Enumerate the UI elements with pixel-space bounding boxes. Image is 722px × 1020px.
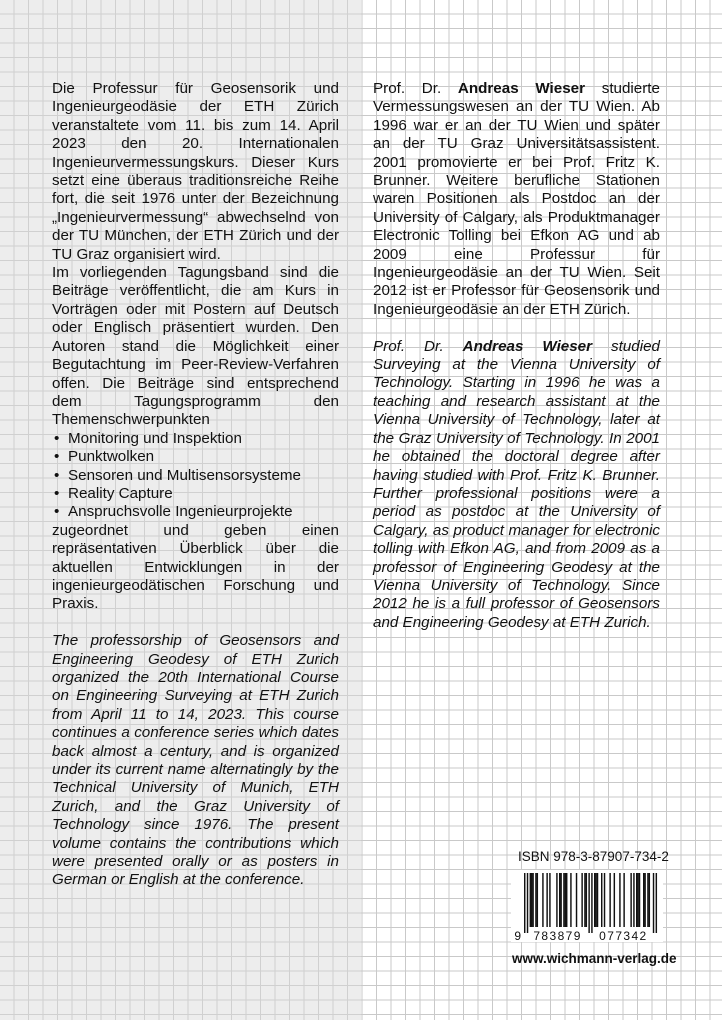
barcode-bar	[532, 873, 533, 927]
right-text-column	[373, 80, 660, 632]
barcode-bar	[644, 873, 645, 927]
barcode-left-digits: 783879	[533, 929, 582, 942]
barcode-bar	[609, 873, 610, 927]
barcode-bar	[604, 873, 605, 927]
barcode-bar	[581, 873, 582, 927]
barcode-bar	[530, 873, 531, 927]
isbn-label: ISBN 978-3-87907-734-2	[518, 849, 669, 864]
barcode-bar	[527, 873, 528, 933]
barcode-bar	[549, 873, 550, 927]
barcode-bar	[649, 873, 650, 927]
barcode-bar	[584, 873, 585, 927]
english-author-bio	[373, 338, 660, 633]
barcode-bar	[524, 873, 525, 933]
topic-item: • Sensoren und Multisensorsysteme	[52, 467, 339, 485]
barcode-bar	[639, 873, 640, 927]
english-intro-paragraph: The professorship of Geosensors and Engineering Geodesy of ETH Zurich organized the 20th International Course on Engineering Surveying at ETH Zurich from April 11 to 14, 2023. This course continues a conference series which dates back almost a century, and is organized under its current name alternatingly by the Technical University of Munich, ETH Zurich, and the Graz University of Technology since 1976. The present volume contains the contributions which were presented orally or as posters in German or English at the conference.	[52, 632, 339, 889]
german-closing-paragraph: zugeordnet und geben einen repräsentativen Überblick über die aktuellen Entwicklungen in der ingenieurgeodätischen Forschung und Praxis.	[52, 521, 339, 613]
german-intro-paragraph: Die Professur für Geosensorik und Ingenieurgeodäsie der ETH Zürich veranstaltete vom 11. bis zum 14. April 2023 den 20. Internationalen Ingenieurvermessungskurs. Dieser Kurs setzt eine überaus traditionsreiche Reihe fort, die seit 1976 unter der Bezeichnung „Ingenieurvermessung“ abwechselnd von der TU München, der ETH Zürich und der TU Graz organisiert wird.	[52, 80, 339, 263]
barcode-bar	[546, 873, 547, 927]
topic-item: • Reality Capture	[52, 485, 339, 503]
author-name: Andreas Wieser	[457, 80, 586, 97]
german-author-bio	[373, 80, 660, 319]
topic-item: • Anspruchsvolle Ingenieurprojekte	[52, 503, 339, 521]
author-name: Andreas Wieser	[462, 337, 593, 355]
barcode-bar	[563, 873, 564, 927]
barcode-bar	[542, 873, 543, 927]
bio-text: studierte Vermessungswesen an der TU Wien. Ab 1996 war er an der TU Wien und später an der TU Graz Universitätsassistent. 2001 promovierte er bei Prof. Fritz K. Brunner. Weitere berufliche Stationen waren Positionen als Postdoc an der University of Calgary, als Produktmanager Electronic Tolling bei Efkon AG und ab 2009 eine Professur für Ingenieurgeodäsie an der TU Wien. Seit 2012 ist er Professor für Geosensorik und Ingenieurgeodäsie an der ETH Zürich.	[373, 80, 660, 318]
topic-list	[52, 430, 339, 522]
barcode-right-digits: 077342	[599, 929, 648, 942]
barcode-bar	[637, 873, 638, 927]
barcode-bar	[594, 873, 595, 927]
isbn-barcode	[511, 870, 663, 942]
barcode-bar	[597, 873, 598, 927]
barcode-bar	[586, 873, 587, 927]
barcode-bar	[614, 873, 615, 927]
barcode-bar	[576, 873, 577, 927]
barcode-bar	[619, 873, 620, 927]
barcode-bar	[560, 873, 561, 927]
bio-title: Prof. Dr.	[373, 337, 444, 355]
barcode-bar	[559, 873, 560, 927]
bio-text: studied Surveying at the Vienna University of Technology. Starting in 1996 he was a teaching and research assistant at the Vienna University of Technology, later at the Graz University of Technology. In 2001 he obtained the doctoral degree after having studied with Prof. Fritz K. Brunner. Further professional positions were a period as postdoc at the University of Calgary, as product manager for electronic tolling with Efkon AG, and from 2009 as a professor of Engineering Geodesy at the Vienna University of Technology. Since 2012 he is a full professor of Geosensors and Engineering Geodesy at ETH Zurich.	[373, 337, 660, 631]
barcode-bar	[556, 873, 557, 927]
barcode-bar	[535, 873, 536, 927]
bio-title: Prof. Dr.	[373, 80, 442, 97]
barcode-bar	[643, 873, 644, 927]
barcode-bar	[656, 873, 657, 933]
barcode-icon	[511, 870, 663, 942]
barcode-bar	[633, 873, 634, 927]
barcode-bar	[623, 873, 624, 927]
barcode-bar	[653, 873, 654, 933]
barcode-bar	[570, 873, 571, 927]
barcode-bar	[601, 873, 602, 927]
topic-item: • Monitoring und Inspektion	[52, 430, 339, 448]
barcode-bar	[588, 873, 589, 933]
barcode-bar	[531, 873, 532, 927]
barcode-bar	[630, 873, 631, 927]
barcode-bar	[647, 873, 648, 927]
topic-item: • Punktwolken	[52, 448, 339, 466]
barcode-bar	[636, 873, 637, 927]
barcode-bar	[537, 873, 538, 927]
publisher-website: www.wichmann-verlag.de	[512, 951, 677, 966]
barcode-bar	[565, 873, 566, 927]
barcode-bar	[591, 873, 592, 933]
german-volume-paragraph: Im vorliegenden Tagungsband sind die Beiträge veröffentlicht, die am Kurs in Vorträgen oder mit Postern auf Deutsch oder Englisch präsentiert wurden. Den Autoren stand die Möglichkeit einer Begutachtung im Peer-Review-Verfahren offen. Die Beiträge sind entsprechend dem Tagungsprogramm den Themenschwerpunkten	[52, 264, 339, 429]
left-text-column	[52, 80, 339, 890]
barcode-bar	[566, 873, 567, 927]
barcode-bar	[595, 873, 596, 927]
barcode-first-digit: 9	[514, 929, 521, 942]
